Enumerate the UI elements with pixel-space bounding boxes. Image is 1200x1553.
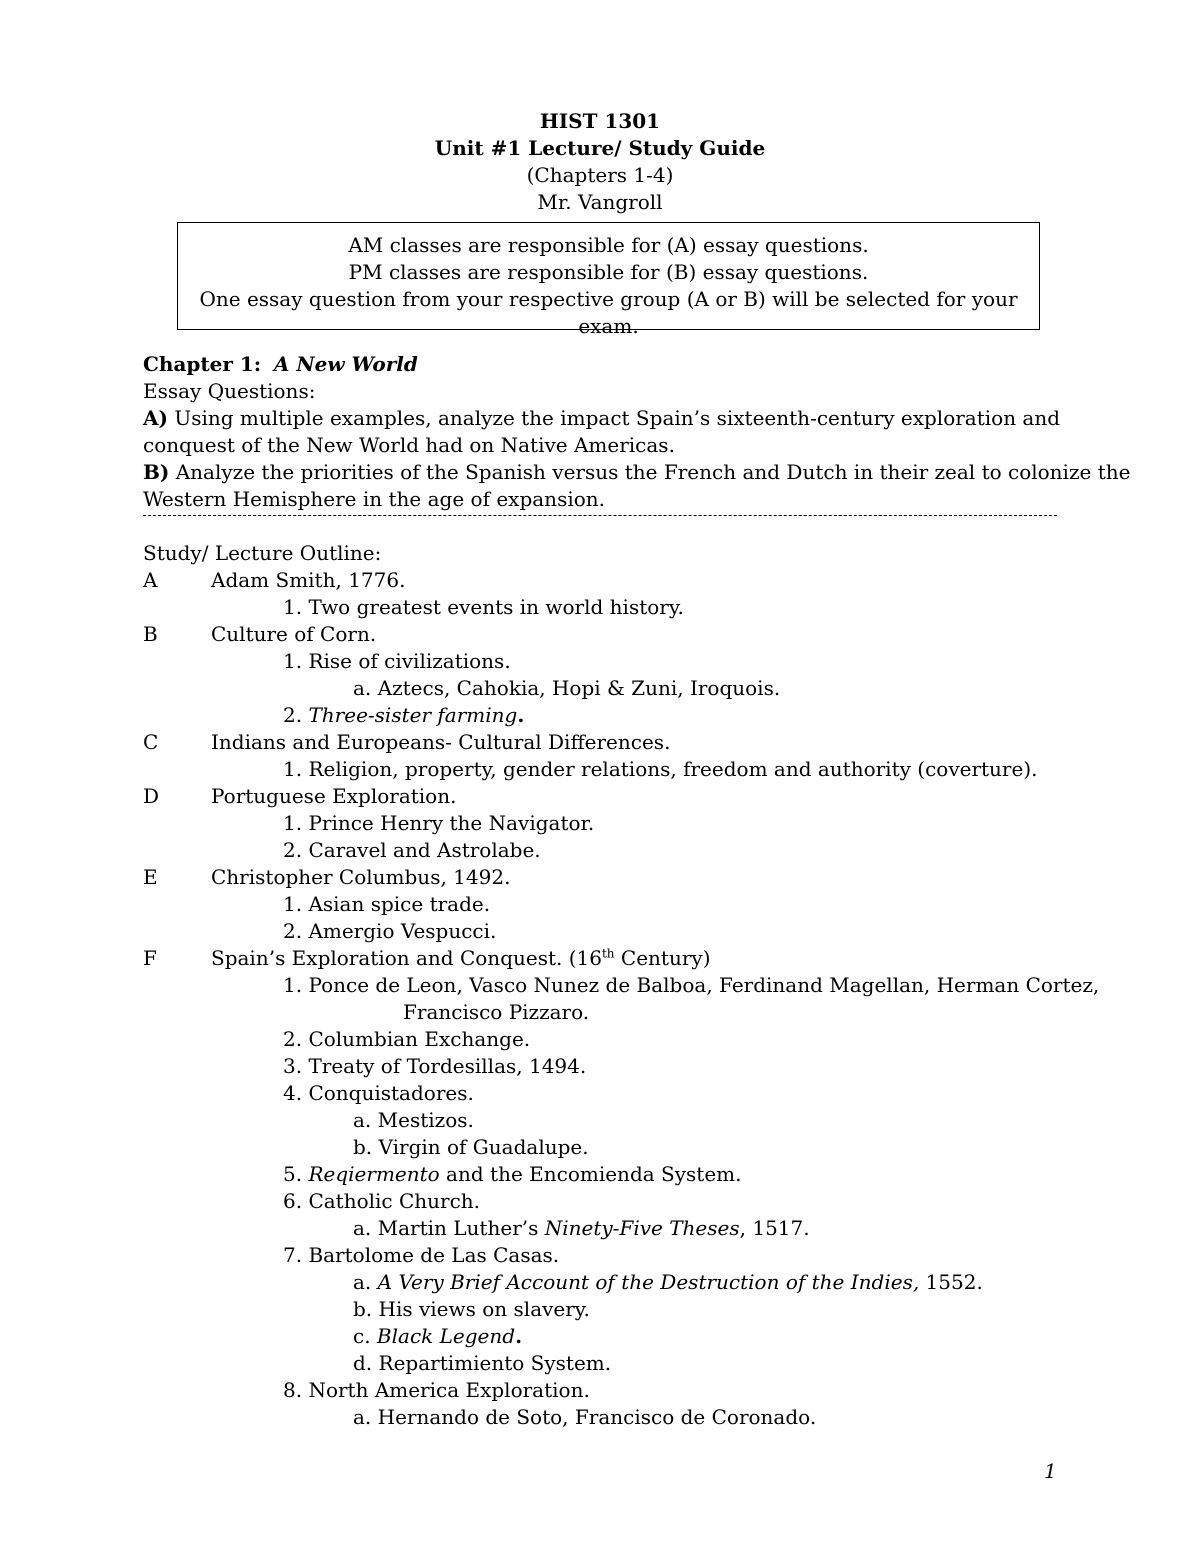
outline-subitem: a. Hernando de Soto, Francisco de Coronado. bbox=[353, 1405, 817, 1429]
outline-subitem bbox=[353, 1269, 983, 1296]
chapter-name: A New World bbox=[273, 352, 418, 376]
essay-question-b bbox=[143, 459, 1130, 486]
outline-section: Indians and Europeans- Cultural Differences. bbox=[211, 730, 671, 754]
notice-line: One essay question from your respective group (A or B) will be selected for your exam. bbox=[199, 287, 1018, 338]
outline-item: 6. Catholic Church. bbox=[283, 1189, 481, 1213]
outline-item: 3. Treaty of Tordesillas, 1494. bbox=[283, 1054, 587, 1078]
notice-line: PM classes are responsible for (B) essay questions. bbox=[348, 260, 869, 284]
notice-line: AM classes are responsible for (A) essay questions. bbox=[348, 233, 869, 257]
outline-letter: D bbox=[143, 784, 160, 808]
document-title: Unit #1 Lecture/ Study Guide bbox=[434, 136, 766, 160]
outline-section: Adam Smith, 1776. bbox=[211, 568, 406, 592]
outline-item bbox=[283, 702, 524, 729]
instructor-name: Mr. Vangroll bbox=[537, 190, 663, 214]
question-b-text: Analyze the priorities of the Spanish versus the French and Dutch in their zeal to colonize the bbox=[175, 460, 1131, 484]
item-text-end: , 1517. bbox=[739, 1216, 810, 1240]
item-number: 5. bbox=[283, 1162, 303, 1186]
chapters-range: (Chapters 1-4) bbox=[526, 163, 674, 187]
item-italic: Black Legend bbox=[376, 1324, 516, 1348]
outline-item: 7. Bartolome de Las Casas. bbox=[283, 1243, 560, 1267]
outline-item: 1. Ponce de Leon, Vasco Nunez de Balboa, Ferdinand Magellan, Herman Cortez, bbox=[283, 973, 1100, 997]
essay-question-a-cont: conquest of the New World had on Native Americas. bbox=[143, 433, 675, 457]
chapter-label: Chapter 1: bbox=[143, 352, 262, 376]
outline-item: 1. Religion, property, gender relations, freedom and authority (coverture). bbox=[283, 757, 1038, 781]
item-text-end: . bbox=[515, 1324, 523, 1348]
outline-subitem bbox=[353, 1323, 522, 1350]
course-code: HIST 1301 bbox=[539, 109, 661, 133]
section-text-end: Century) bbox=[614, 946, 711, 970]
item-text: and the Encomienda System. bbox=[439, 1162, 742, 1186]
question-b-label: B) bbox=[143, 460, 170, 484]
outline-subitem: b. His views on slavery. bbox=[353, 1297, 590, 1321]
outline-item: 8. North America Exploration. bbox=[283, 1378, 590, 1402]
superscript: th bbox=[601, 946, 615, 961]
outline-subitem: d. Repartimiento System. bbox=[353, 1351, 612, 1375]
item-italic: Ninety-Five Theses bbox=[544, 1216, 740, 1240]
item-italic: Three-sister farming bbox=[308, 703, 518, 727]
dashed-divider bbox=[143, 515, 1057, 516]
outline-section: Christopher Columbus, 1492. bbox=[211, 865, 511, 889]
outline-item: 2. Amergio Vespucci. bbox=[283, 919, 497, 943]
outline-item: 1. Asian spice trade. bbox=[283, 892, 491, 916]
page-number: 1 bbox=[1044, 1459, 1057, 1483]
question-a-label: A) bbox=[143, 406, 168, 430]
section-text: Spain’s Exploration and Conquest. (16 bbox=[211, 946, 602, 970]
essay-question-a bbox=[143, 405, 1060, 432]
outline-letter: B bbox=[143, 622, 158, 646]
item-text: a. Martin Luther’s bbox=[353, 1216, 545, 1240]
essay-heading: Essay Questions: bbox=[143, 379, 316, 403]
item-italic: Reqiermento bbox=[308, 1162, 440, 1186]
outline-item-cont: Francisco Pizzaro. bbox=[403, 1000, 590, 1024]
outline-letter: A bbox=[143, 568, 158, 592]
outline-section bbox=[211, 945, 711, 972]
item-italic: A Very Brief Account of the Destruction of the Indies, bbox=[377, 1270, 920, 1294]
outline-subitem: a. Mestizos. bbox=[353, 1108, 474, 1132]
item-end: . bbox=[517, 703, 525, 727]
outline-section: Portuguese Exploration. bbox=[211, 784, 457, 808]
chapter-heading bbox=[143, 351, 418, 378]
outline-section: Culture of Corn. bbox=[211, 622, 377, 646]
notice-box bbox=[177, 222, 1040, 338]
outline-item: 4. Conquistadores. bbox=[283, 1081, 474, 1105]
item-text: a. bbox=[353, 1270, 378, 1294]
outline-item: 2. Columbian Exchange. bbox=[283, 1027, 531, 1051]
outline-heading: Study/ Lecture Outline: bbox=[143, 541, 382, 565]
outline-item: 2. Caravel and Astrolabe. bbox=[283, 838, 541, 862]
question-a-text: Using multiple examples, analyze the impact Spain’s sixteenth-century exploration and bbox=[174, 406, 1061, 430]
outline-letter: F bbox=[143, 946, 157, 970]
outline-subitem: a. Aztecs, Cahokia, Hopi & Zuni, Iroquois. bbox=[353, 676, 781, 700]
item-text-end: 1552. bbox=[919, 1270, 983, 1294]
item-text: c. bbox=[353, 1324, 377, 1348]
outline-letter: C bbox=[143, 730, 159, 754]
outline-item: 1. Rise of civilizations. bbox=[283, 649, 511, 673]
outline-item: 1. Two greatest events in world history. bbox=[283, 595, 684, 619]
outline-item bbox=[283, 1161, 741, 1188]
essay-question-b-cont: Western Hemisphere in the age of expansion. bbox=[143, 487, 606, 511]
outline-letter: E bbox=[143, 865, 158, 889]
outline-item: 1. Prince Henry the Navigator. bbox=[283, 811, 595, 835]
outline-subitem: b. Virgin of Guadalupe. bbox=[353, 1135, 589, 1159]
item-number: 2. bbox=[283, 703, 303, 727]
outline-subitem bbox=[353, 1215, 810, 1242]
